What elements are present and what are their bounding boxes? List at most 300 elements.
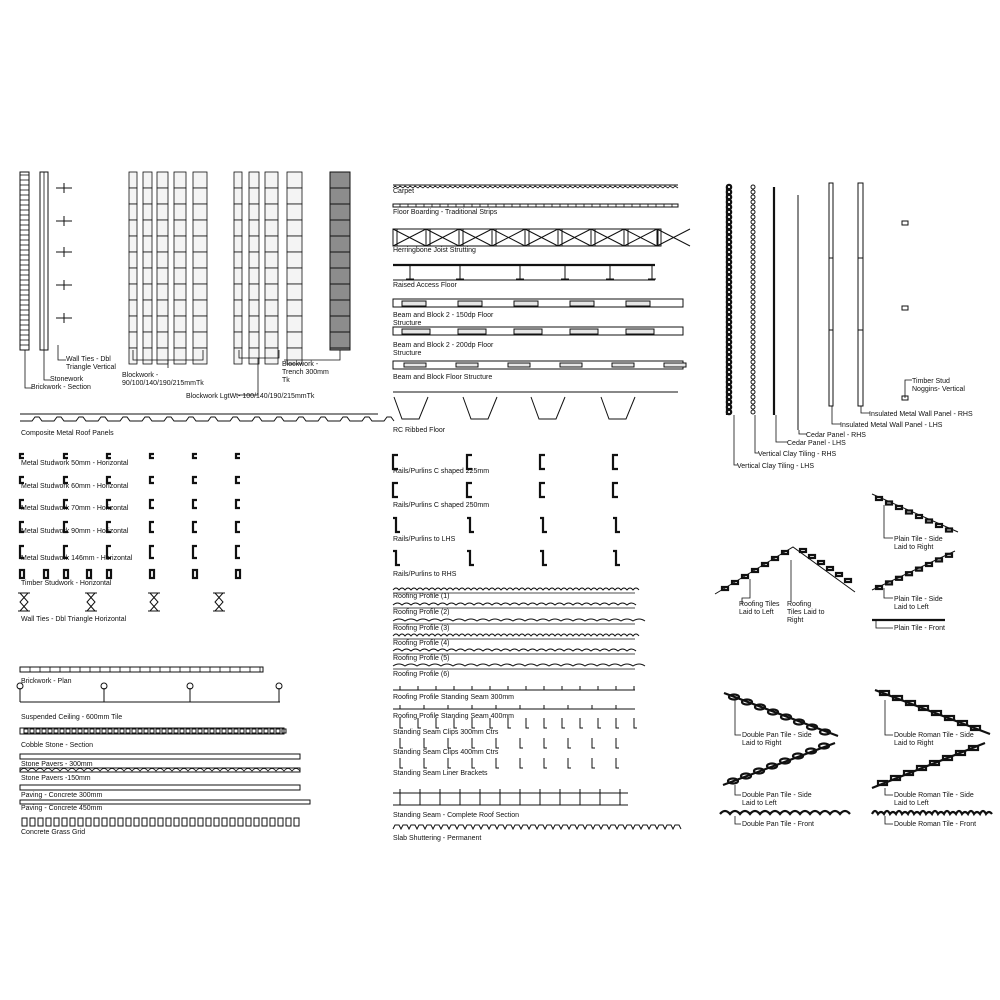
clay-tile	[751, 405, 755, 409]
stud-section	[236, 477, 240, 483]
rib	[463, 397, 497, 419]
liner-bracket	[472, 758, 475, 768]
purlin	[393, 551, 400, 565]
label-rails-c225: Rails/Purlins C shaped 225mm	[393, 468, 490, 475]
block	[287, 332, 302, 348]
clay-tile	[751, 285, 755, 289]
leader-line	[735, 785, 741, 795]
liner-bracket	[424, 758, 427, 768]
grass-grid	[62, 818, 67, 826]
composite-roof-drawing	[20, 414, 394, 421]
clay-tile	[751, 290, 755, 294]
label-timber-studwork: Timber Studwork - Horizontal	[21, 580, 112, 587]
liner-bracket	[568, 758, 571, 768]
grass-grid	[86, 818, 91, 826]
label-liner-brackets: Standing Seam Liner Brackets	[393, 770, 488, 777]
block	[287, 268, 302, 284]
block	[129, 204, 137, 220]
block	[174, 348, 186, 364]
label-roofing-6: Roofing Profile (6)	[393, 671, 450, 678]
floor-board	[393, 204, 678, 207]
clip	[472, 738, 475, 748]
stud-section	[193, 546, 197, 558]
beam-block-deck	[393, 361, 683, 369]
label-brickwork-section: Brickwork - Section	[31, 384, 91, 391]
plain-tile	[946, 554, 952, 557]
purlin	[393, 518, 400, 532]
roof-profile	[393, 664, 645, 666]
stud-section	[150, 454, 154, 458]
clay-tile	[751, 325, 755, 329]
block	[193, 172, 207, 188]
cobble	[120, 729, 124, 733]
leader-line	[885, 816, 893, 824]
clip	[496, 738, 499, 748]
clip	[544, 718, 547, 728]
clay-tile	[751, 235, 755, 239]
plain-tile	[926, 563, 932, 566]
block	[193, 300, 207, 316]
block	[234, 284, 242, 300]
label-suspended-ceiling: Suspended Ceiling - 600mm Tile	[21, 714, 123, 721]
block	[143, 236, 152, 252]
block	[193, 332, 207, 348]
block	[143, 316, 152, 332]
label-roofing-tiles-right: Roofing Tiles Laid to Right	[787, 601, 825, 624]
block	[174, 172, 186, 188]
clip	[424, 738, 427, 748]
block	[129, 284, 137, 300]
clay-tile	[751, 295, 755, 299]
tile	[752, 569, 758, 572]
cobble	[192, 729, 196, 733]
wall-tie-h	[150, 593, 158, 611]
joist	[525, 229, 529, 246]
stud-section	[236, 500, 240, 508]
grass-grid	[78, 818, 83, 826]
cobble	[252, 729, 256, 733]
label-paving-300: Paving - Concrete 300mm	[21, 792, 103, 799]
tile	[800, 549, 806, 552]
block	[143, 348, 152, 364]
clip	[634, 718, 637, 728]
clip	[448, 738, 451, 748]
grass-grid	[214, 818, 219, 826]
block	[287, 252, 302, 268]
clay-tile	[751, 395, 755, 399]
roof-tiles-drawing	[715, 494, 992, 824]
purlin	[613, 518, 620, 532]
stud-section	[64, 454, 68, 458]
stud-section	[150, 546, 154, 558]
block	[193, 284, 207, 300]
clay-tile	[751, 260, 755, 264]
plain-tile	[896, 577, 902, 580]
label-cedar-rhs: Cedar Panel - RHS	[806, 432, 866, 439]
clip	[544, 738, 547, 748]
grass-grid	[94, 818, 99, 826]
label-brickwork-plan: Brickwork - Plan	[21, 678, 72, 685]
plain-tile	[906, 572, 912, 575]
label-concrete-grass-grid: Concrete Grass Grid	[21, 829, 86, 836]
block	[143, 188, 152, 204]
paver-pattern	[20, 769, 300, 772]
grass-grid	[118, 818, 123, 826]
grass-grid	[238, 818, 243, 826]
block	[287, 172, 302, 188]
block	[143, 172, 152, 188]
block	[193, 268, 207, 284]
block	[143, 300, 152, 316]
block	[265, 316, 278, 332]
clay-tile	[751, 185, 755, 189]
label-timber-stud: Timber Stud Noggins- Vertical	[912, 378, 965, 393]
label-roofing-2: Roofing Profile (2)	[393, 609, 450, 616]
wall-tie-h	[20, 593, 28, 611]
block	[249, 252, 259, 268]
cobble	[162, 729, 166, 733]
block	[129, 268, 137, 284]
rib	[394, 397, 428, 419]
label-cobble-stone: Cobble Stone - Section	[21, 742, 93, 749]
cobble	[240, 729, 244, 733]
cobble	[108, 729, 112, 733]
block	[174, 268, 186, 284]
label-carpet: Carpet	[393, 188, 415, 195]
cobble	[42, 729, 46, 733]
block	[143, 268, 152, 284]
cobble	[210, 729, 214, 733]
block	[143, 220, 152, 236]
stud-section	[193, 522, 197, 532]
block	[508, 363, 530, 367]
clay-tile	[751, 315, 755, 319]
purlin	[393, 483, 398, 497]
label-clips-300: Standing Seam Clips 300mm Ctrs	[393, 729, 499, 736]
label-beam-block: Beam and Block Floor Structure	[393, 374, 493, 381]
leader-line	[884, 505, 893, 538]
leader-line	[755, 415, 759, 453]
stud-section	[193, 500, 197, 508]
leader-line	[735, 700, 741, 735]
cobble	[234, 729, 238, 733]
stud-section	[150, 500, 154, 508]
leader-line	[776, 415, 788, 442]
block	[174, 316, 186, 332]
clay-tile	[751, 225, 755, 229]
label-plain-tile-right: Plain Tile - Side Laid to Right	[894, 536, 943, 551]
block	[234, 204, 242, 220]
block	[249, 268, 259, 284]
label-slab-shuttering: Slab Shuttering - Permanent	[393, 835, 482, 842]
block	[249, 332, 259, 348]
clay-tile	[751, 340, 755, 344]
grass-grid	[262, 818, 267, 826]
wall-ties-vertical-drawing	[56, 183, 72, 360]
plain-tile	[876, 497, 882, 500]
block	[664, 363, 686, 367]
block	[402, 329, 430, 334]
stud-section	[236, 546, 240, 558]
label-herringbone: Herringbone Joist Strutting	[393, 247, 476, 254]
roof-profile	[20, 417, 394, 421]
stud-section	[150, 477, 154, 483]
cobble	[150, 729, 154, 733]
block	[129, 236, 137, 252]
block	[287, 284, 302, 300]
cobble	[222, 729, 226, 733]
block	[249, 236, 259, 252]
grass-grid	[206, 818, 211, 826]
block	[143, 204, 152, 220]
clay-tile	[751, 200, 755, 204]
block	[157, 236, 168, 252]
clay-tile	[751, 320, 755, 324]
clay-tile	[751, 380, 755, 384]
label-roofing-tiles-left: Roofing Tiles Laid to Left	[739, 601, 780, 616]
roof-profile	[393, 649, 636, 651]
cobble	[144, 729, 148, 733]
grass-grid	[198, 818, 203, 826]
plain-tile	[926, 520, 932, 523]
label-beam-block-150: Beam and Block 2 - 150dp Floor Structure	[393, 312, 494, 327]
plain-tile	[906, 511, 912, 514]
block	[234, 236, 242, 252]
block	[458, 329, 486, 334]
label-plain-tile-front: Plain Tile - Front	[894, 625, 945, 632]
block	[129, 332, 137, 348]
cobble	[90, 729, 94, 733]
purlin	[613, 551, 620, 565]
clay-tile	[751, 230, 755, 234]
label-raised-access: Raised Access Floor	[393, 282, 457, 289]
cobble	[114, 729, 118, 733]
block	[287, 204, 302, 220]
cobble	[258, 729, 262, 733]
cobble	[138, 729, 142, 733]
leader-line	[884, 588, 893, 598]
clay-tile	[751, 350, 755, 354]
liner-bracket	[544, 758, 547, 768]
clay-tile	[751, 390, 755, 394]
clay-tile	[751, 345, 755, 349]
block	[287, 300, 302, 316]
cobble	[54, 729, 58, 733]
tile-slope	[872, 551, 955, 590]
grass-grid	[126, 818, 131, 826]
rib	[601, 397, 635, 419]
plain-tile	[936, 524, 942, 527]
joist	[624, 229, 628, 246]
wall-tie-h	[215, 593, 223, 611]
clip	[526, 718, 529, 728]
grass-grid	[22, 818, 27, 826]
cobble	[102, 729, 106, 733]
plain-tile	[936, 558, 942, 561]
label-studwork-50: Metal Studwork 50mm - Horizontal	[21, 460, 129, 467]
plain-tile	[876, 586, 882, 589]
purlin	[467, 518, 474, 532]
clay-tile	[751, 365, 755, 369]
grass-grid	[174, 818, 179, 826]
strut	[624, 229, 657, 246]
grass-grid	[286, 818, 291, 826]
block	[456, 363, 478, 367]
purlin	[540, 455, 545, 469]
timber-stud	[20, 570, 24, 578]
block	[174, 220, 186, 236]
clay-tile	[751, 195, 755, 199]
timber-stud	[87, 570, 91, 578]
strut	[492, 229, 525, 246]
stud-section	[236, 522, 240, 532]
plain-tile	[886, 581, 892, 584]
label-stone-pavers-300: Stone Pavers - 300mm	[21, 761, 93, 768]
joist	[558, 229, 562, 246]
block	[249, 220, 259, 236]
clip	[568, 738, 571, 748]
cobble	[48, 729, 52, 733]
cobble	[276, 729, 280, 733]
purlin	[467, 483, 472, 497]
liner-bracket	[616, 758, 619, 768]
paving-450	[20, 800, 310, 804]
cobble	[84, 729, 88, 733]
cobble	[132, 729, 136, 733]
block	[143, 284, 152, 300]
block	[193, 204, 207, 220]
grass-grid	[230, 818, 235, 826]
clay-tile	[751, 300, 755, 304]
block	[234, 268, 242, 284]
block	[249, 204, 259, 220]
tile	[772, 557, 778, 560]
label-cedar-lhs: Cedar Panel - LHS	[787, 440, 846, 447]
strut	[591, 229, 624, 246]
label-stonework: Stonework	[50, 376, 84, 383]
purlin	[393, 455, 398, 469]
label-roofing-4: Roofing Profile (4)	[393, 640, 450, 647]
blockwork-drawing	[129, 172, 207, 368]
tile	[818, 561, 824, 564]
liner-bracket	[592, 758, 595, 768]
cobble	[30, 729, 34, 733]
block	[174, 284, 186, 300]
slab-shuttering	[393, 825, 681, 829]
liner-bracket	[400, 758, 403, 768]
grass-grid	[46, 818, 51, 826]
label-paving-450: Paving - Concrete 450mm	[21, 805, 103, 812]
block	[157, 268, 168, 284]
leader-line	[885, 700, 893, 735]
block	[249, 316, 259, 332]
tile	[827, 567, 833, 570]
cobble	[126, 729, 130, 733]
clip	[598, 718, 601, 728]
block	[234, 316, 242, 332]
clip	[400, 738, 403, 748]
clay-tile	[751, 255, 755, 259]
leader-line	[876, 620, 893, 628]
timber-stud	[44, 570, 48, 578]
plain-tile	[916, 568, 922, 571]
leader-line	[25, 350, 32, 388]
block	[157, 332, 168, 348]
label-roofing-1: Roofing Profile (1)	[393, 593, 450, 600]
block	[157, 204, 168, 220]
clip	[592, 738, 595, 748]
grass-grid	[54, 818, 59, 826]
label-standing-seam-300: Roofing Profile Standing Seam 300mm	[393, 694, 515, 701]
grass-grid	[150, 818, 155, 826]
roof-profile	[393, 619, 645, 621]
wall-tie-h	[87, 593, 95, 611]
block	[265, 204, 278, 220]
label-studwork-146: Metal Studwork 146mm - Horizontal	[21, 555, 133, 562]
liner-bracket	[496, 758, 499, 768]
stud-section	[193, 477, 197, 483]
block	[249, 300, 259, 316]
block	[174, 236, 186, 252]
block	[514, 329, 542, 334]
cobble	[72, 729, 76, 733]
block	[157, 300, 168, 316]
clip	[562, 718, 565, 728]
strut	[393, 229, 426, 246]
block	[234, 332, 242, 348]
grass-grid	[182, 818, 187, 826]
leader-line	[905, 380, 912, 398]
double-pan-slope	[723, 743, 835, 785]
cobble	[168, 729, 172, 733]
cobble	[180, 729, 184, 733]
block	[193, 348, 207, 364]
grass-grid	[70, 818, 75, 826]
joist	[393, 229, 397, 246]
block	[234, 172, 242, 188]
clay-tile	[751, 355, 755, 359]
block	[249, 348, 259, 364]
label-double-roman-left: Double Roman Tile - Side Laid to Left	[894, 792, 974, 807]
purlin	[540, 551, 547, 565]
label-rails-c250: Rails/Purlins C shaped 250mm	[393, 502, 490, 509]
label-blockwork-trench: Blockwork -Trench 300mm Tk	[282, 361, 329, 384]
insulated-panel	[858, 183, 863, 406]
block	[402, 301, 426, 306]
roof-profile	[393, 603, 636, 605]
block	[458, 301, 482, 306]
block	[143, 252, 152, 268]
block	[404, 363, 426, 367]
grass-grid	[222, 818, 227, 826]
tile	[809, 555, 815, 558]
cobble	[228, 729, 232, 733]
grass-grid	[254, 818, 259, 826]
plain-tile	[886, 502, 892, 505]
block	[570, 301, 594, 306]
clip	[616, 738, 619, 748]
cobble	[36, 729, 40, 733]
block	[193, 236, 207, 252]
block	[249, 188, 259, 204]
block	[157, 316, 168, 332]
brick-column	[20, 172, 29, 350]
joist	[492, 229, 496, 246]
label-standing-seam-400: Roofing Profile Standing Seam 400mm	[393, 713, 515, 720]
cobble	[174, 729, 178, 733]
block	[174, 188, 186, 204]
label-stone-pavers-150: Stone Pavers -150mm	[21, 775, 91, 782]
